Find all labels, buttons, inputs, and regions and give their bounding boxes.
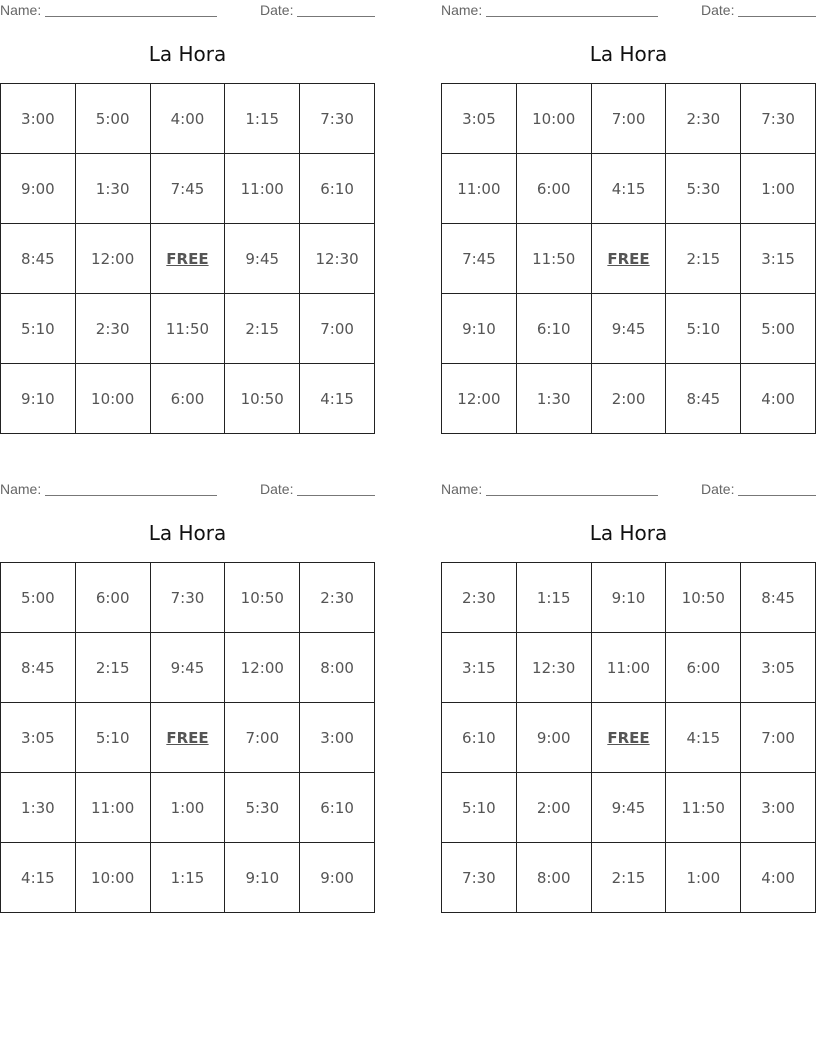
date-blank-line[interactable] xyxy=(297,495,375,496)
time-cell[interactable]: 3:05 xyxy=(1,703,76,773)
time-cell[interactable]: 4:00 xyxy=(741,364,816,434)
bingo-grid xyxy=(0,562,375,913)
time-cell[interactable]: 11:50 xyxy=(666,773,741,843)
name-label: Name: xyxy=(441,481,483,497)
time-cell[interactable]: 12:30 xyxy=(300,224,375,294)
time-cell[interactable]: 5:00 xyxy=(75,84,150,154)
bingo-card-4 xyxy=(441,479,816,887)
grid-row xyxy=(1,773,375,843)
time-cell[interactable]: 1:30 xyxy=(516,364,591,434)
time-cell[interactable]: 8:45 xyxy=(741,563,816,633)
time-cell[interactable]: 7:00 xyxy=(591,84,666,154)
card-title: La Hora xyxy=(148,42,227,66)
date-blank-line[interactable] xyxy=(738,16,816,17)
name-label: Name: xyxy=(0,2,42,18)
time-cell[interactable]: 7:45 xyxy=(150,154,225,224)
time-cell[interactable]: 1:30 xyxy=(75,154,150,224)
time-cell[interactable]: 9:10 xyxy=(1,364,76,434)
grid-row xyxy=(442,703,816,773)
time-cell[interactable]: 10:00 xyxy=(75,843,150,913)
time-cell[interactable]: 9:45 xyxy=(591,773,666,843)
card-title: La Hora xyxy=(589,521,668,545)
time-cell[interactable]: 9:00 xyxy=(1,154,76,224)
time-cell[interactable]: 6:10 xyxy=(300,154,375,224)
name-date-header xyxy=(441,479,816,501)
bingo-card-1 xyxy=(0,0,375,408)
free-space-cell[interactable]: FREE xyxy=(591,703,666,773)
time-cell[interactable]: 2:15 xyxy=(666,224,741,294)
name-label: Name: xyxy=(441,2,483,18)
name-date-header xyxy=(0,0,375,22)
time-cell[interactable]: 3:15 xyxy=(741,224,816,294)
bingo-grid xyxy=(441,83,816,434)
time-cell[interactable]: 7:00 xyxy=(225,703,300,773)
time-cell[interactable]: 5:10 xyxy=(442,773,517,843)
time-cell[interactable]: 8:00 xyxy=(300,633,375,703)
grid-row xyxy=(442,773,816,843)
time-cell[interactable]: 3:05 xyxy=(442,84,517,154)
time-cell[interactable]: 1:00 xyxy=(741,154,816,224)
bingo-grid xyxy=(441,562,816,913)
free-space-cell[interactable]: FREE xyxy=(591,224,666,294)
card-title: La Hora xyxy=(589,42,668,66)
time-cell[interactable]: 10:50 xyxy=(225,364,300,434)
time-cell[interactable]: 7:30 xyxy=(300,84,375,154)
time-cell[interactable]: 11:00 xyxy=(75,773,150,843)
grid-row xyxy=(1,703,375,773)
time-cell[interactable]: 5:10 xyxy=(1,294,76,364)
time-cell[interactable]: 2:30 xyxy=(442,563,517,633)
time-cell[interactable]: 3:00 xyxy=(741,773,816,843)
time-cell[interactable]: 5:30 xyxy=(225,773,300,843)
grid-row xyxy=(1,364,375,434)
grid-row xyxy=(442,843,816,913)
time-cell[interactable]: 7:00 xyxy=(300,294,375,364)
time-cell[interactable]: 1:15 xyxy=(150,843,225,913)
time-cell[interactable]: 8:45 xyxy=(666,364,741,434)
name-date-header xyxy=(0,479,375,501)
grid-row xyxy=(1,224,375,294)
time-cell[interactable]: 4:15 xyxy=(300,364,375,434)
grid-row xyxy=(1,563,375,633)
grid-row xyxy=(1,633,375,703)
name-blank-line[interactable] xyxy=(45,495,217,496)
free-space-cell[interactable]: FREE xyxy=(150,224,225,294)
time-cell[interactable]: 2:00 xyxy=(591,364,666,434)
time-cell[interactable]: 12:00 xyxy=(75,224,150,294)
time-cell[interactable]: 9:45 xyxy=(150,633,225,703)
name-date-header xyxy=(441,0,816,22)
time-cell[interactable]: 1:30 xyxy=(1,773,76,843)
time-cell[interactable]: 5:30 xyxy=(666,154,741,224)
time-cell[interactable]: 8:45 xyxy=(1,224,76,294)
date-label: Date: xyxy=(260,2,294,18)
time-cell[interactable]: 5:10 xyxy=(666,294,741,364)
time-cell[interactable]: 7:30 xyxy=(150,563,225,633)
grid-row xyxy=(442,224,816,294)
time-cell[interactable]: 12:30 xyxy=(516,633,591,703)
grid-row xyxy=(1,843,375,913)
time-cell[interactable]: 2:15 xyxy=(225,294,300,364)
time-cell[interactable]: 11:50 xyxy=(150,294,225,364)
grid-row xyxy=(1,84,375,154)
time-cell[interactable]: 10:00 xyxy=(75,364,150,434)
time-cell[interactable]: 6:00 xyxy=(516,154,591,224)
time-cell[interactable]: 6:00 xyxy=(666,633,741,703)
time-cell[interactable]: 6:10 xyxy=(516,294,591,364)
bingo-grid xyxy=(0,83,375,434)
bingo-card-2 xyxy=(441,0,816,408)
time-cell[interactable]: 5:00 xyxy=(1,563,76,633)
time-cell[interactable]: 3:05 xyxy=(741,633,816,703)
grid-row xyxy=(442,84,816,154)
free-space-cell[interactable]: FREE xyxy=(150,703,225,773)
time-cell[interactable]: 1:00 xyxy=(150,773,225,843)
grid-row xyxy=(442,364,816,434)
card-title: La Hora xyxy=(148,521,227,545)
time-cell[interactable]: 9:00 xyxy=(516,703,591,773)
date-blank-line[interactable] xyxy=(297,16,375,17)
grid-row xyxy=(442,563,816,633)
time-cell[interactable]: 2:15 xyxy=(591,843,666,913)
time-cell[interactable]: 8:00 xyxy=(516,843,591,913)
time-cell[interactable]: 4:15 xyxy=(591,154,666,224)
time-cell[interactable]: 4:00 xyxy=(150,84,225,154)
date-label: Date: xyxy=(701,2,735,18)
time-cell[interactable]: 3:00 xyxy=(1,84,76,154)
time-cell[interactable]: 11:00 xyxy=(225,154,300,224)
time-cell[interactable]: 1:15 xyxy=(225,84,300,154)
time-cell[interactable]: 1:00 xyxy=(666,843,741,913)
time-cell[interactable]: 7:00 xyxy=(741,703,816,773)
time-cell[interactable]: 12:00 xyxy=(225,633,300,703)
time-cell[interactable]: 8:45 xyxy=(1,633,76,703)
time-cell[interactable]: 1:15 xyxy=(516,563,591,633)
time-cell[interactable]: 10:50 xyxy=(666,563,741,633)
time-cell[interactable]: 6:10 xyxy=(300,773,375,843)
time-cell[interactable]: 2:30 xyxy=(300,563,375,633)
time-cell[interactable]: 9:10 xyxy=(591,563,666,633)
name-blank-line[interactable] xyxy=(486,16,658,17)
time-cell[interactable]: 9:10 xyxy=(442,294,517,364)
time-cell[interactable]: 10:50 xyxy=(225,563,300,633)
time-cell[interactable]: 5:00 xyxy=(741,294,816,364)
time-cell[interactable]: 4:15 xyxy=(666,703,741,773)
grid-row xyxy=(1,154,375,224)
time-cell[interactable]: 9:45 xyxy=(591,294,666,364)
time-cell[interactable]: 6:10 xyxy=(442,703,517,773)
time-cell[interactable]: 11:00 xyxy=(442,154,517,224)
name-blank-line[interactable] xyxy=(45,16,217,17)
grid-row xyxy=(1,294,375,364)
time-cell[interactable]: 9:10 xyxy=(225,843,300,913)
time-cell[interactable]: 6:00 xyxy=(75,563,150,633)
time-cell[interactable]: 3:00 xyxy=(300,703,375,773)
date-label: Date: xyxy=(701,481,735,497)
time-cell[interactable]: 4:15 xyxy=(1,843,76,913)
date-blank-line[interactable] xyxy=(738,495,816,496)
time-cell[interactable]: 3:15 xyxy=(442,633,517,703)
time-cell[interactable]: 7:45 xyxy=(442,224,517,294)
time-cell[interactable]: 7:30 xyxy=(442,843,517,913)
time-cell[interactable]: 4:00 xyxy=(741,843,816,913)
time-cell[interactable]: 11:50 xyxy=(516,224,591,294)
name-blank-line[interactable] xyxy=(486,495,658,496)
name-label: Name: xyxy=(0,481,42,497)
grid-row xyxy=(442,294,816,364)
time-cell[interactable]: 12:00 xyxy=(442,364,517,434)
bingo-card-3 xyxy=(0,479,375,887)
time-cell[interactable]: 2:15 xyxy=(75,633,150,703)
time-cell[interactable]: 11:00 xyxy=(591,633,666,703)
grid-row xyxy=(442,154,816,224)
time-cell[interactable]: 5:10 xyxy=(75,703,150,773)
time-cell[interactable]: 9:00 xyxy=(300,843,375,913)
time-cell[interactable]: 7:30 xyxy=(741,84,816,154)
time-cell[interactable]: 6:00 xyxy=(150,364,225,434)
date-label: Date: xyxy=(260,481,294,497)
time-cell[interactable]: 9:45 xyxy=(225,224,300,294)
time-cell[interactable]: 2:30 xyxy=(75,294,150,364)
time-cell[interactable]: 10:00 xyxy=(516,84,591,154)
grid-row xyxy=(442,633,816,703)
time-cell[interactable]: 2:00 xyxy=(516,773,591,843)
time-cell[interactable]: 2:30 xyxy=(666,84,741,154)
